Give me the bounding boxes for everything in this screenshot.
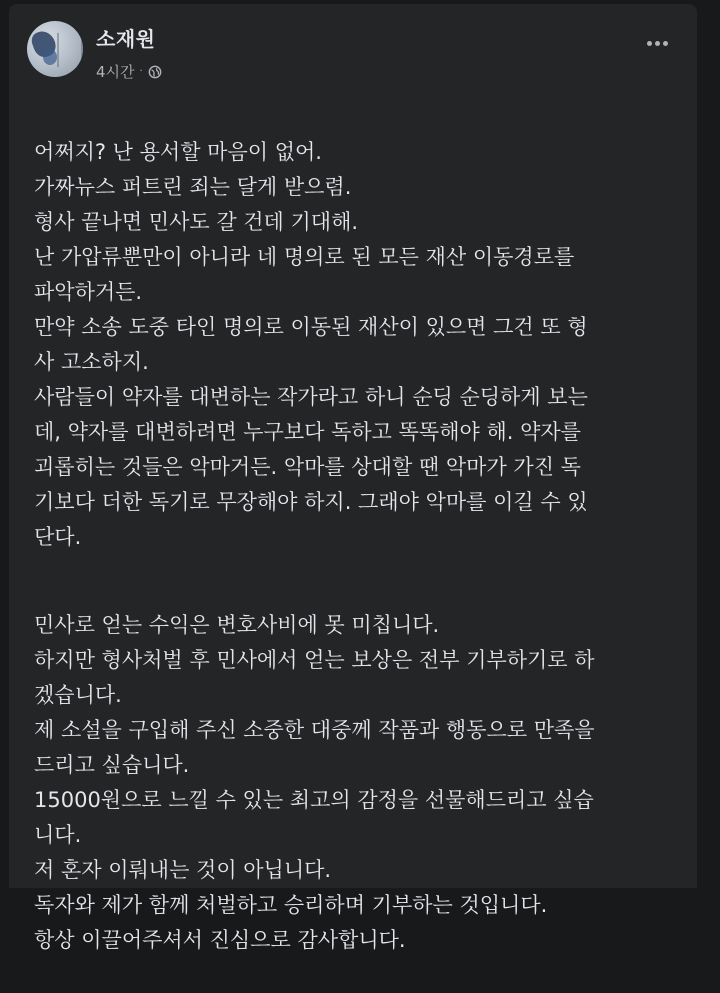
author-avatar[interactable]: [27, 21, 83, 77]
more-dot: [663, 41, 668, 46]
more-dot: [647, 41, 652, 46]
post-card: [9, 4, 697, 952]
post-paragraph: 민사로 얻는 수익은 변호사비에 못 미칩니다. 하지만 형사처벌 후 민사에서 얻는 보상은 전부 기부하기로 하 겠습니다. 제 소설을 구입해 주신 소중한 대중께 작품과 행동으로 만족을 드리고 싶습니다. 15000원으로 느낄 수 있는 최고의 감정을 선물해드리고 싶습 니다. 저 혼자 이뤄내는 것이 아닙니다. 독자와 제가 함께 처벌하고 승리하며 기부하는 것입니다. 항상 이끌어주셔서 진심으로 감사합니다.: [34, 613, 595, 952]
post-body: [34, 100, 684, 993]
globe-icon[interactable]: [148, 65, 162, 79]
avatar-calligraphy: [57, 33, 83, 67]
post-paragraph: 어쩌지? 난 용서할 마음이 없어. 가짜뉴스 퍼트린 죄는 달게 받으렴. 형사 끝나면 민사도 갈 건데 기대해. 난 가압류뿐만이 아니라 네 명의로 된 모든 재산 이동경로를 파악하거든. 만약 소송 도중 타인 명의로 이동된 재산이 있으면 그건 또 형 사 고소하지. 사람들이 약자를 대변하는 작가라고 하니 순딩 순딩하게 보는 데, 약자를 대변하려면 누구보다 독하고 똑똑해야 해. 약자를 괴롭히는 것들은 악마거든. 악마를 상대할 땐 악마가 가진 독 기보다 더한 독기로 무장해야 하지. 그래야 악마를 이길 수 있 단다.: [34, 140, 588, 549]
meta-separator: ·: [139, 66, 143, 77]
more-dot: [655, 41, 660, 46]
post-timestamp[interactable]: 4시간: [96, 63, 135, 81]
more-options-icon[interactable]: [643, 34, 671, 52]
avatar-ink-mark: [43, 49, 57, 65]
author-name[interactable]: 소재원: [96, 27, 156, 51]
post-meta: [96, 61, 162, 82]
